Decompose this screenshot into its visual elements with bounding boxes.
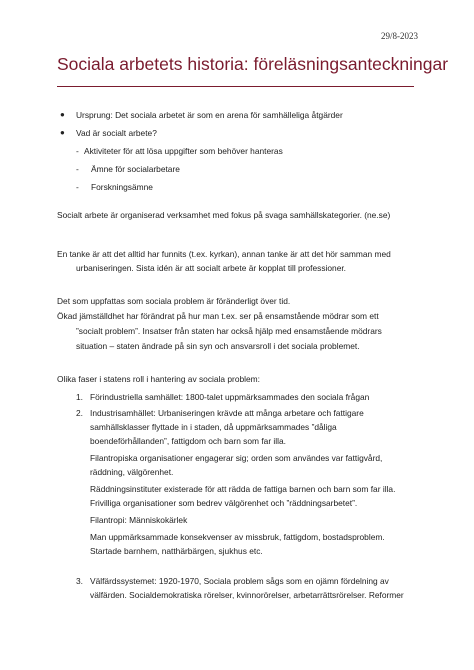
phase-subline: Man uppmärksammade konsekvenser av missbruk, fattigdom, bostadsproblem.: [90, 532, 385, 542]
phase-line: Industrisamhället: Urbaniseringen krävde att många arbetare och fattigare: [90, 408, 364, 418]
bullet-item: Vad är socialt arbete?: [76, 128, 157, 138]
phase-subline: räddning, välgörenhet.: [90, 467, 174, 477]
phase-subline: Räddningsinstituter existerade för att rädda de fattiga barnen och barn som far illa.: [90, 484, 396, 494]
paragraph: Socialt arbete är organiserad verksamhet med fokus på svaga samhällskategorier. (ne.se): [57, 210, 391, 220]
dash-marker: -: [76, 182, 79, 192]
phase-line: samhällsklasser flyttade in i staden, då uppmärksammades ”dåliga: [90, 422, 337, 432]
phase-line: Välfärdssystemet: 1920-1970, Sociala problem sågs som en ojämn fördelning av: [90, 576, 389, 586]
dash-item: Aktiviteter för att lösa uppgifter som behöver hanteras: [84, 146, 283, 156]
dash-marker: -: [76, 146, 79, 156]
paragraph-line: Ökad jämställdhet har förändrat på hur man t.ex. ser på ensamstående mödrar som ett: [57, 311, 379, 321]
date-label: 29/8-2023: [381, 31, 418, 41]
phase-subline: Filantropi: Människokärlek: [90, 515, 188, 525]
list-number: 3.: [76, 576, 83, 586]
bullet-icon: ●: [60, 110, 65, 119]
bullet-item: Ursprung: Det sociala arbetet är som en arena för samhälleliga åtgärder: [76, 110, 343, 120]
dash-marker: -: [76, 164, 79, 174]
paragraph-line: urbaniseringen. Sista idén är att socialt arbete är kopplat till professioner.: [76, 263, 347, 273]
paragraph: Det som uppfattas som sociala problem är föränderligt över tid.: [57, 296, 291, 306]
dash-item: Forskningsämne: [91, 182, 153, 192]
dash-item: Ämne för socialarbetare: [91, 164, 180, 174]
title-divider: [57, 86, 414, 87]
page-title: Sociala arbetets historia: föreläsningsanteckningar: [57, 54, 449, 74]
paragraph-line: En tanke är att det alltid har funnits (t.ex. kyrkan), annan tanke är att det hör samman med: [57, 249, 391, 259]
phase-line: välfärden. Socialdemokratiska rörelser, kvinnorörelser, arbetarrättsrörelser. Reformer: [90, 590, 404, 600]
paragraph-line: situation – staten ändrade på sin syn och ansvarsroll i det sociala problemet.: [76, 341, 360, 351]
list-number: 2.: [76, 408, 83, 418]
phase-subline: Startade barnhem, natthärbärgen, sjukhus etc.: [90, 546, 263, 556]
phase-subline: Filantropiska organisationer engagerar sig; orden som användes var fattigvård,: [90, 453, 383, 463]
phase-subline: Frivilliga organisationer som bedrev välgörenhet och ”räddningsarbetet”.: [90, 498, 358, 508]
phases-intro: Olika faser i statens roll i hantering av sociala problem:: [57, 374, 260, 384]
list-number: 1.: [76, 392, 83, 402]
phase-line: boendeförhållanden”, fattigdom och barn som far illa.: [90, 436, 286, 446]
bullet-icon: ●: [60, 128, 65, 137]
paragraph-line: ”socialt problem”. Insatser från staten har också hjälp med ensamstående mödrars: [76, 326, 382, 336]
phase-line: Förindustriella samhället: 1800-talet uppmärksammades den sociala frågan: [90, 392, 370, 402]
